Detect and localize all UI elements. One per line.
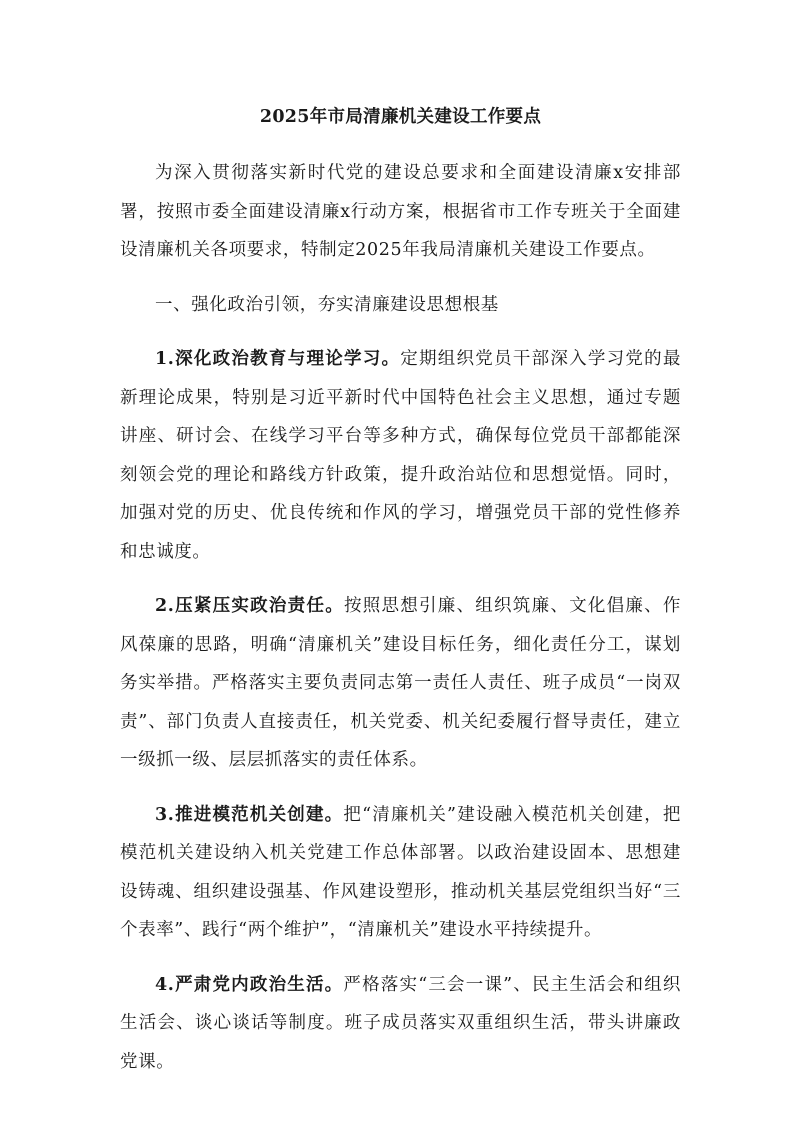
item-lead: 2.压紧压实政治责任。 bbox=[155, 596, 344, 616]
item-paragraph bbox=[120, 587, 681, 780]
item-lead: 1.深化政治教育与理论学习。 bbox=[155, 349, 401, 369]
item-body: 定期组织党员干部深入学习党的最新理论成果，特别是习近平新时代中国特色社会主义思想，通过专题讲座、研讨会、在线学习平台等多种方式，确保每位党员干部都能深刻领会党的理论和路线方针政策，提升政治站位和思想觉悟。同时，加强对党的历史、优良传统和作风的学习，增强党员干部的党性修养和忠诚度。 bbox=[120, 349, 682, 562]
item-body: 严格落实“三会一课”、民主生活会和组织生活会、谈心谈话等制度。班子成员落实双重组织生活，带头讲廉政党课。 bbox=[120, 974, 682, 1072]
intro-paragraph: 为深入贯彻落实新时代党的建设总要求和全面建设清廉x安排部署，按照市委全面建设清廉x行动方案，根据省市工作专班关于全面建设清廉机关各项要求，特制定2025年我局清廉机关建设工作要点。 bbox=[120, 163, 681, 260]
section-heading: 一、强化政治引领，夯实清廉建设思想根基 bbox=[155, 294, 499, 315]
document-title: 2025年市局清廉机关建设工作要点 bbox=[259, 107, 542, 127]
item-lead: 4.严肃党内政治生活。 bbox=[155, 974, 344, 995]
item-lead: 3.推进模范机关创建。 bbox=[155, 804, 344, 825]
item-paragraph bbox=[120, 796, 681, 950]
item-paragraph bbox=[120, 966, 681, 1082]
item-body: 按照思想引廉、组织筑廉、文化倡廉、作风葆廉的思路，明确“清廉机关”建设目标任务，细化责任分工，谋划务实举措。严格落实主要负责同志第一责任人责任、班子成员“一岗双责”、部门负责人直接责任，机关党委、机关纪委履行督导责任，建立一级抓一级、层层抓落实的责任体系。 bbox=[120, 596, 681, 770]
item-body: 把“清廉机关”建设融入模范机关创建，把模范机关建设纳入机关党建工作总体部署。以政治建设固本、思想建设铸魂、组织建设强基、作风建设塑形，推动机关基层党组织当好“三个表率”、践行“两个维护”，“清廉机关”建设水平持续提升。 bbox=[120, 804, 682, 940]
item-paragraph bbox=[120, 340, 681, 571]
